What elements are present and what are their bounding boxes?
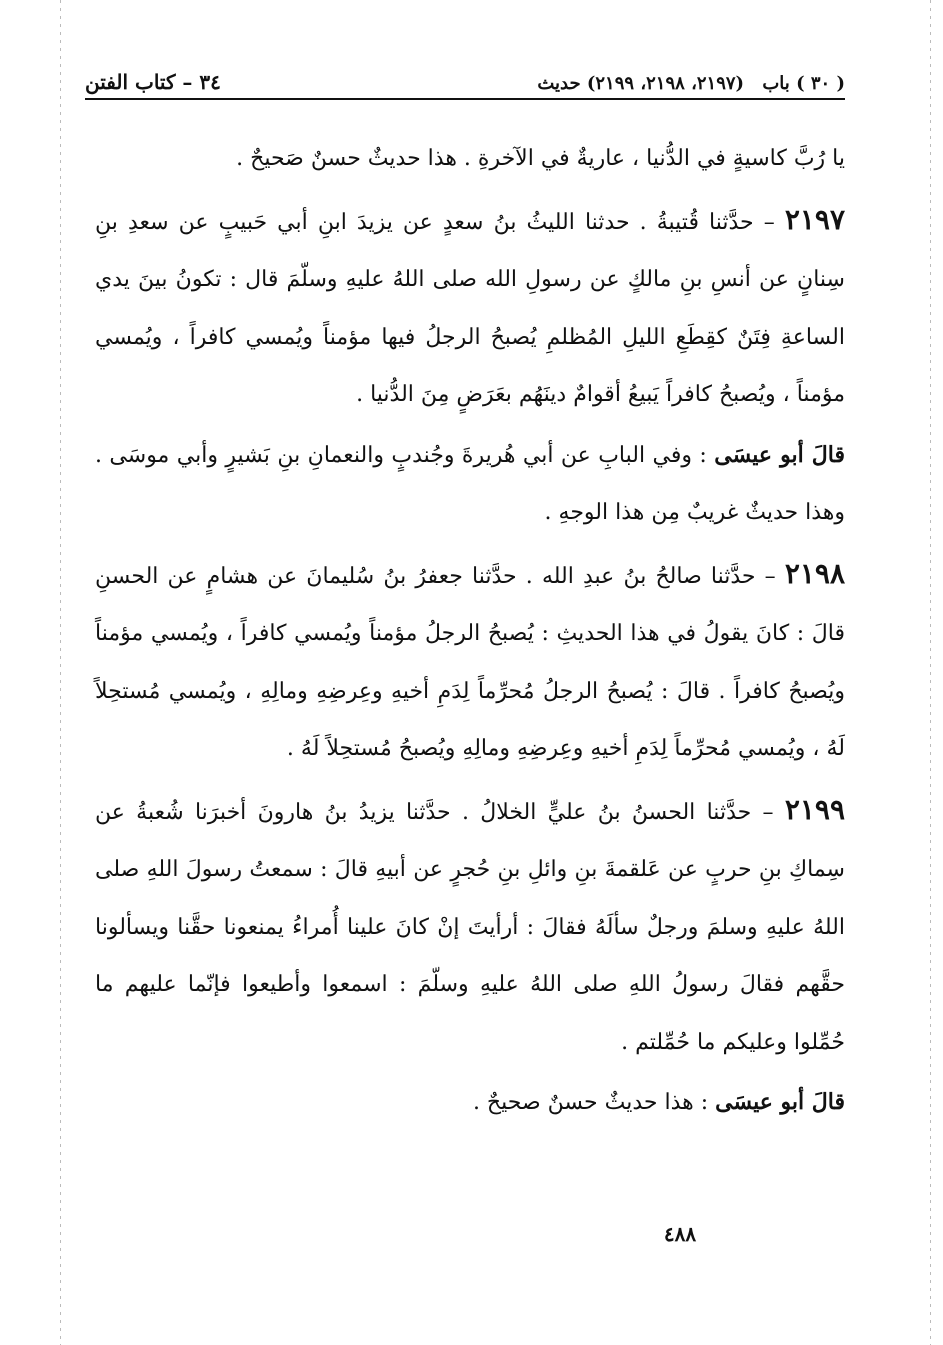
scan-guide-line xyxy=(60,0,61,1345)
comment-lead: قالَ أبو عيسَى xyxy=(714,441,845,468)
hadith-text: – حدَّثنا صالحُ بنُ عبدِ الله . حدَّثنا جعفرُ بنُ سُليمانَ عن هشامٍ عن الحسنِ قالَ : كانَ يقولُ في هذا الحديثِ : يُصبحُ الرجلُ مؤمناً ويُمسي كافراً ، ويُمسي مؤمناً ويُصبحُ كافراً . قالَ : يُصبحُ الرجلُ مُحرِّماً لِدَمِ أخيهِ وعِرضِهِ ومالِهِ ، ويُمسي مُستحِلاً لَهُ ، ويُمسي مُحرِّماً لِدَمِ أخيهِ وعِرضِهِ ومالِهِ ويُصبحُ مُستحِلاً لَهُ . xyxy=(95,563,845,761)
hadith-2197 xyxy=(95,191,845,424)
hadith-text: – حدَّثنا قُتيبةُ . حدثنا الليثُ بنُ سعدٍ عن يزيدَ ابنِ أبي حَبيبٍ عن سعدِ بنِ سِنانٍ عن أنسِ بنِ مالكٍ عن رسولِ الله صلى اللهُ عليهِ وسلّمَ قال : تكونُ بينَ يدي الساعةِ فِتَنٌ كقِطَعِ الليلِ المُظلمِ يُصبحُ الرجلُ فيها مؤمناً ويُمسي كافراً ، ويُمسي مؤمناً ، ويُصبحُ كافراً يَبيعُ أقوامٌ دينَهُم بعَرَضٍ مِنَ الدُّنيا . xyxy=(95,209,845,407)
page-body xyxy=(95,130,845,1230)
comment-lead: قالَ أبو عيسَى xyxy=(715,1089,845,1115)
header-rule xyxy=(85,98,845,100)
scan-guide-line xyxy=(930,0,931,1345)
hadith-2198 xyxy=(95,545,845,778)
hadith-number: ٢١٩٨ xyxy=(784,556,845,590)
hadith-text: – حدَّثنا الحسنُ بنُ عليٍّ الخلالُ . حدَّثنا يزيدُ بنُ هارونَ أخبرَنا شُعبةُ عن سِماكِ بنِ حربٍ عن عَلقمةَ بنِ وائلِ بنِ حُجرٍ عن أبيهِ قالَ : سمعتُ رسولَ اللهِ صلى اللهُ عليهِ وسلمَ ورجلٌ سألَهُ فقالَ : أرأيتَ إنْ كانَ علينا أُمراءُ يمنعونا حقَّنا ويسألونا حقَّهم فقالَ رسولُ اللهِ صلى اللهُ عليهِ وسلّمَ : اسمعوا وأطيعوا فإنّما عليهم ما حُمِّلوا وعليكم ما حُمِّلتم . xyxy=(95,799,845,1055)
page-number: ٤٨٨ xyxy=(663,1222,697,1246)
comment-text: : هذا حديثٌ حسنٌ صحيحٌ . xyxy=(472,1090,709,1115)
abu-isa-comment xyxy=(95,1074,845,1132)
chapter-label: ( ٣٠ ) باب xyxy=(762,73,845,94)
hadith-number: ٢١٩٩ xyxy=(784,792,845,826)
hadith-2199 xyxy=(95,781,845,1072)
hadith-number: ٢١٩٧ xyxy=(784,202,845,236)
book-title: ٣٤ – كتاب الفتن xyxy=(85,70,221,94)
running-header xyxy=(85,58,845,94)
intro-paragraph: يا رُبَّ كاسيةٍ في الدُّنيا ، عاريةٌ في الآخرةِ . هذا حديثٌ حسنٌ صَحيحٌ . xyxy=(236,146,845,171)
comment-text: : وفي البابِ عن أبي هُريرةَ وجُندبٍ والنعمانِ بنِ بَشيرٍ وأبي موسَى . وهذا حديثٌ غريبٌ مِن هذا الوجهِ . xyxy=(95,442,845,525)
hadith-range: (٢١٩٧، ٢١٩٨، ٢١٩٩) حديث xyxy=(537,73,745,94)
abu-isa-comment xyxy=(95,427,845,542)
chapter-info xyxy=(525,73,845,94)
